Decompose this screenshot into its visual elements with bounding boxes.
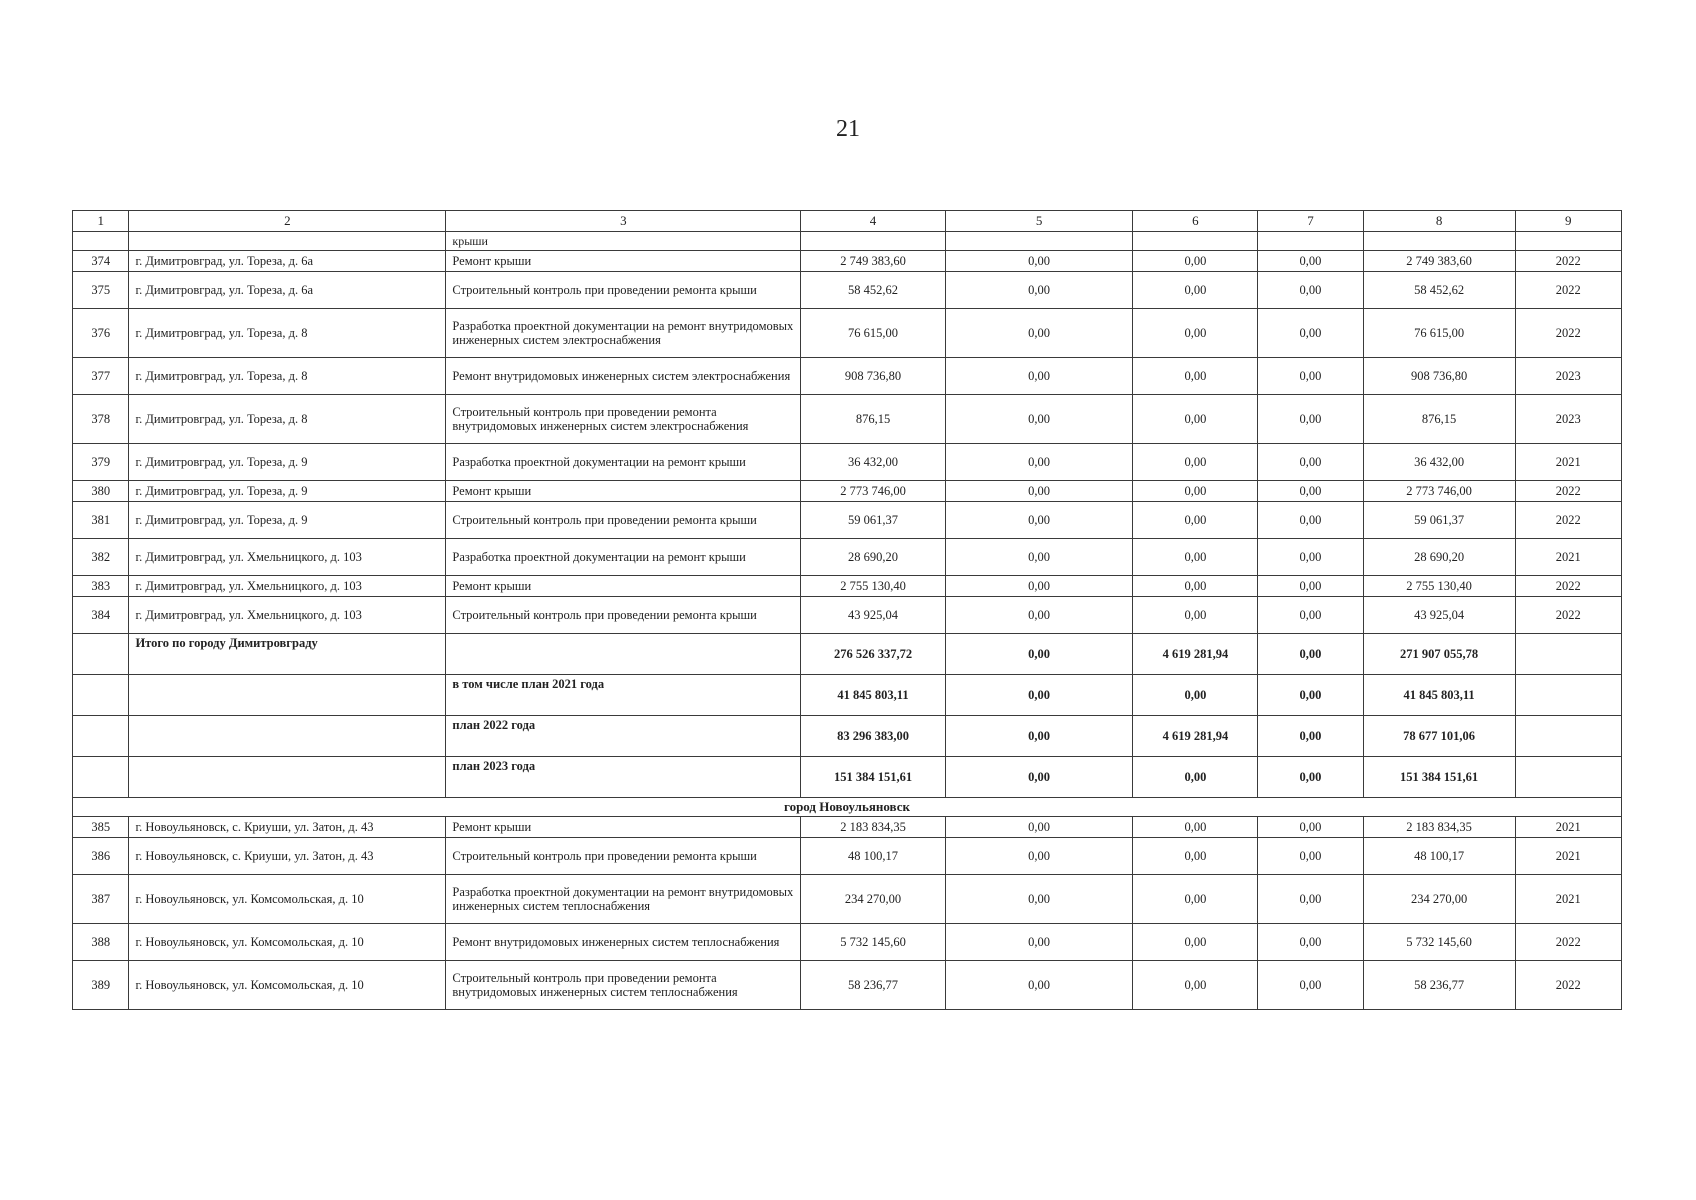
row-number: 381	[73, 502, 129, 539]
plan-year: 2022	[1515, 961, 1621, 1010]
owners-amount: 908 736,80	[1363, 358, 1515, 395]
owners-amount: 76 615,00	[1363, 309, 1515, 358]
totals-year-cell	[1515, 675, 1621, 716]
owners-amount: 59 061,37	[1363, 502, 1515, 539]
owners-amount: 5 732 145,60	[1363, 924, 1515, 961]
section-title: город Новоульяновск	[73, 798, 1622, 817]
column-header-2: 2	[129, 211, 446, 232]
fund-amount: 0,00	[945, 502, 1133, 539]
totals-label: в том числе план 2021 года	[446, 675, 801, 716]
row-number: 375	[73, 272, 129, 309]
local-amount: 0,00	[1258, 838, 1363, 875]
row-number: 374	[73, 251, 129, 272]
table-row	[73, 576, 1622, 597]
fund-amount: 0,00	[945, 539, 1133, 576]
house-address: г. Димитровград, ул. Тореза, д. 8	[129, 309, 446, 358]
local-amount: 0,00	[1258, 576, 1363, 597]
totals-num-cell	[73, 716, 129, 757]
fund-amount: 0,00	[945, 817, 1133, 838]
total-cost: 59 061,37	[801, 502, 945, 539]
house-address: г. Новоульяновск, ул. Комсомольская, д. 10	[129, 961, 446, 1010]
column-header-8: 8	[1363, 211, 1515, 232]
totals-budget-amount: 0,00	[1133, 757, 1258, 798]
owners-amount: 48 100,17	[1363, 838, 1515, 875]
column-header-5: 5	[945, 211, 1133, 232]
work-type: Строительный контроль при проведении ремонта внутридомовых инженерных систем теплоснабжения	[446, 961, 801, 1010]
total-cost: 28 690,20	[801, 539, 945, 576]
fund-amount: 0,00	[945, 838, 1133, 875]
work-type: Строительный контроль при проведении ремонта крыши	[446, 597, 801, 634]
continuation-empty-cell	[1363, 232, 1515, 251]
budget-amount: 0,00	[1133, 502, 1258, 539]
budget-amount: 0,00	[1133, 597, 1258, 634]
local-amount: 0,00	[1258, 539, 1363, 576]
total-cost: 2 755 130,40	[801, 576, 945, 597]
continuation-text: крыши	[446, 232, 801, 251]
total-cost: 43 925,04	[801, 597, 945, 634]
table-row	[73, 251, 1622, 272]
continuation-num-cell	[73, 232, 129, 251]
totals-owners-amount: 41 845 803,11	[1363, 675, 1515, 716]
repair-plan-table	[72, 210, 1622, 1010]
table-row	[73, 539, 1622, 576]
table-row	[73, 924, 1622, 961]
row-number: 378	[73, 395, 129, 444]
totals-row	[73, 634, 1622, 675]
plan-year: 2022	[1515, 309, 1621, 358]
work-type: Разработка проектной документации на ремонт внутридомовых инженерных систем электроснабжения	[446, 309, 801, 358]
owners-amount: 2 749 383,60	[1363, 251, 1515, 272]
house-address: г. Димитровград, ул. Хмельницкого, д. 103	[129, 597, 446, 634]
total-cost: 2 773 746,00	[801, 481, 945, 502]
work-type: Ремонт крыши	[446, 576, 801, 597]
budget-amount: 0,00	[1133, 309, 1258, 358]
totals-budget-amount: 4 619 281,94	[1133, 634, 1258, 675]
totals-label: план 2022 года	[446, 716, 801, 757]
total-cost: 234 270,00	[801, 875, 945, 924]
owners-amount: 2 755 130,40	[1363, 576, 1515, 597]
column-header-1: 1	[73, 211, 129, 232]
column-header-3: 3	[446, 211, 801, 232]
plan-year: 2022	[1515, 251, 1621, 272]
total-cost: 58 236,77	[801, 961, 945, 1010]
budget-amount: 0,00	[1133, 961, 1258, 1010]
plan-year: 2021	[1515, 539, 1621, 576]
totals-num-cell	[73, 757, 129, 798]
table-row	[73, 444, 1622, 481]
work-type: Разработка проектной документации на ремонт крыши	[446, 444, 801, 481]
local-amount: 0,00	[1258, 309, 1363, 358]
plan-year: 2022	[1515, 576, 1621, 597]
house-address: г. Димитровград, ул. Тореза, д. 6а	[129, 272, 446, 309]
total-cost: 5 732 145,60	[801, 924, 945, 961]
totals-budget-amount: 4 619 281,94	[1133, 716, 1258, 757]
work-type: Ремонт внутридомовых инженерных систем теплоснабжения	[446, 924, 801, 961]
continuation-empty-cell	[945, 232, 1133, 251]
total-cost: 2 749 383,60	[801, 251, 945, 272]
fund-amount: 0,00	[945, 576, 1133, 597]
budget-amount: 0,00	[1133, 838, 1258, 875]
house-address: г. Димитровград, ул. Хмельницкого, д. 103	[129, 576, 446, 597]
row-number: 376	[73, 309, 129, 358]
work-type: Ремонт крыши	[446, 817, 801, 838]
table-row	[73, 309, 1622, 358]
local-amount: 0,00	[1258, 502, 1363, 539]
page-number: 21	[836, 116, 860, 142]
continuation-empty-cell	[1515, 232, 1621, 251]
continuation-empty-cell	[801, 232, 945, 251]
row-number: 386	[73, 838, 129, 875]
totals-num-cell	[73, 634, 129, 675]
plan-year: 2021	[1515, 444, 1621, 481]
plan-year: 2022	[1515, 481, 1621, 502]
budget-amount: 0,00	[1133, 251, 1258, 272]
totals-empty-cell	[446, 634, 801, 675]
owners-amount: 58 452,62	[1363, 272, 1515, 309]
fund-amount: 0,00	[945, 395, 1133, 444]
table-row	[73, 875, 1622, 924]
totals-fund-amount: 0,00	[945, 634, 1133, 675]
totals-num-cell	[73, 675, 129, 716]
totals-total-cost: 151 384 151,61	[801, 757, 945, 798]
local-amount: 0,00	[1258, 961, 1363, 1010]
owners-amount: 43 925,04	[1363, 597, 1515, 634]
fund-amount: 0,00	[945, 358, 1133, 395]
fund-amount: 0,00	[945, 875, 1133, 924]
budget-amount: 0,00	[1133, 875, 1258, 924]
row-number: 389	[73, 961, 129, 1010]
totals-total-cost: 41 845 803,11	[801, 675, 945, 716]
total-cost: 76 615,00	[801, 309, 945, 358]
plan-year: 2022	[1515, 272, 1621, 309]
totals-year-cell	[1515, 757, 1621, 798]
totals-label: Итого по городу Димитровграду	[129, 634, 446, 675]
totals-year-cell	[1515, 634, 1621, 675]
column-header-4: 4	[801, 211, 945, 232]
work-type: Ремонт крыши	[446, 481, 801, 502]
row-number: 385	[73, 817, 129, 838]
plan-year: 2022	[1515, 924, 1621, 961]
house-address: г. Новоульяновск, с. Криуши, ул. Затон, д. 43	[129, 817, 446, 838]
house-address: г. Димитровград, ул. Хмельницкого, д. 103	[129, 539, 446, 576]
fund-amount: 0,00	[945, 961, 1133, 1010]
owners-amount: 876,15	[1363, 395, 1515, 444]
totals-row	[73, 757, 1622, 798]
row-number: 377	[73, 358, 129, 395]
work-type: Ремонт крыши	[446, 251, 801, 272]
total-cost: 876,15	[801, 395, 945, 444]
continuation-empty-cell	[1258, 232, 1363, 251]
totals-empty-cell	[129, 675, 446, 716]
total-cost: 908 736,80	[801, 358, 945, 395]
totals-local-amount: 0,00	[1258, 716, 1363, 757]
table-row	[73, 481, 1622, 502]
house-address: г. Новоульяновск, ул. Комсомольская, д. 10	[129, 875, 446, 924]
table-row	[73, 597, 1622, 634]
owners-amount: 58 236,77	[1363, 961, 1515, 1010]
work-type: Строительный контроль при проведении ремонта крыши	[446, 502, 801, 539]
plan-year: 2022	[1515, 502, 1621, 539]
fund-amount: 0,00	[945, 924, 1133, 961]
totals-empty-cell	[129, 757, 446, 798]
work-type: Ремонт внутридомовых инженерных систем электроснабжения	[446, 358, 801, 395]
local-amount: 0,00	[1258, 251, 1363, 272]
budget-amount: 0,00	[1133, 444, 1258, 481]
fund-amount: 0,00	[945, 309, 1133, 358]
total-cost: 36 432,00	[801, 444, 945, 481]
row-number: 384	[73, 597, 129, 634]
local-amount: 0,00	[1258, 358, 1363, 395]
table-row	[73, 358, 1622, 395]
house-address: г. Новоульяновск, ул. Комсомольская, д. 10	[129, 924, 446, 961]
fund-amount: 0,00	[945, 251, 1133, 272]
house-address: г. Димитровград, ул. Тореза, д. 6а	[129, 251, 446, 272]
total-cost: 48 100,17	[801, 838, 945, 875]
plan-year: 2023	[1515, 358, 1621, 395]
house-address: г. Димитровград, ул. Тореза, д. 9	[129, 502, 446, 539]
row-number: 383	[73, 576, 129, 597]
local-amount: 0,00	[1258, 395, 1363, 444]
local-amount: 0,00	[1258, 875, 1363, 924]
local-amount: 0,00	[1258, 272, 1363, 309]
continuation-address-cell	[129, 232, 446, 251]
totals-empty-cell	[129, 716, 446, 757]
house-address: г. Димитровград, ул. Тореза, д. 9	[129, 444, 446, 481]
table-row	[73, 838, 1622, 875]
section-row	[73, 798, 1622, 817]
owners-amount: 2 773 746,00	[1363, 481, 1515, 502]
table-row	[73, 272, 1622, 309]
totals-total-cost: 276 526 337,72	[801, 634, 945, 675]
budget-amount: 0,00	[1133, 924, 1258, 961]
total-cost: 2 183 834,35	[801, 817, 945, 838]
budget-amount: 0,00	[1133, 272, 1258, 309]
continuation-row	[73, 232, 1622, 251]
totals-label: план 2023 года	[446, 757, 801, 798]
local-amount: 0,00	[1258, 444, 1363, 481]
table-row	[73, 395, 1622, 444]
plan-year: 2022	[1515, 597, 1621, 634]
house-address: г. Димитровград, ул. Тореза, д. 8	[129, 358, 446, 395]
row-number: 380	[73, 481, 129, 502]
totals-row	[73, 716, 1622, 757]
work-type: Строительный контроль при проведении ремонта внутридомовых инженерных систем электроснабжения	[446, 395, 801, 444]
totals-fund-amount: 0,00	[945, 675, 1133, 716]
totals-budget-amount: 0,00	[1133, 675, 1258, 716]
local-amount: 0,00	[1258, 597, 1363, 634]
house-address: г. Новоульяновск, с. Криуши, ул. Затон, д. 43	[129, 838, 446, 875]
owners-amount: 36 432,00	[1363, 444, 1515, 481]
totals-owners-amount: 78 677 101,06	[1363, 716, 1515, 757]
totals-total-cost: 83 296 383,00	[801, 716, 945, 757]
work-type: Строительный контроль при проведении ремонта крыши	[446, 272, 801, 309]
budget-amount: 0,00	[1133, 481, 1258, 502]
owners-amount: 234 270,00	[1363, 875, 1515, 924]
row-number: 379	[73, 444, 129, 481]
work-type: Строительный контроль при проведении ремонта крыши	[446, 838, 801, 875]
totals-fund-amount: 0,00	[945, 757, 1133, 798]
budget-amount: 0,00	[1133, 395, 1258, 444]
house-address: г. Димитровград, ул. Тореза, д. 8	[129, 395, 446, 444]
owners-amount: 2 183 834,35	[1363, 817, 1515, 838]
fund-amount: 0,00	[945, 444, 1133, 481]
budget-amount: 0,00	[1133, 358, 1258, 395]
budget-amount: 0,00	[1133, 539, 1258, 576]
budget-amount: 0,00	[1133, 576, 1258, 597]
totals-owners-amount: 151 384 151,61	[1363, 757, 1515, 798]
fund-amount: 0,00	[945, 481, 1133, 502]
owners-amount: 28 690,20	[1363, 539, 1515, 576]
plan-year: 2021	[1515, 838, 1621, 875]
plan-year: 2023	[1515, 395, 1621, 444]
totals-row	[73, 675, 1622, 716]
column-header-6: 6	[1133, 211, 1258, 232]
work-type: Разработка проектной документации на ремонт внутридомовых инженерных систем теплоснабжения	[446, 875, 801, 924]
plan-year: 2021	[1515, 817, 1621, 838]
row-number: 388	[73, 924, 129, 961]
totals-fund-amount: 0,00	[945, 716, 1133, 757]
local-amount: 0,00	[1258, 481, 1363, 502]
totals-year-cell	[1515, 716, 1621, 757]
fund-amount: 0,00	[945, 272, 1133, 309]
total-cost: 58 452,62	[801, 272, 945, 309]
row-number: 387	[73, 875, 129, 924]
plan-year: 2021	[1515, 875, 1621, 924]
row-number: 382	[73, 539, 129, 576]
table-row	[73, 817, 1622, 838]
continuation-empty-cell	[1133, 232, 1258, 251]
column-header-7: 7	[1258, 211, 1363, 232]
totals-local-amount: 0,00	[1258, 634, 1363, 675]
table-row	[73, 961, 1622, 1010]
budget-amount: 0,00	[1133, 817, 1258, 838]
fund-amount: 0,00	[945, 597, 1133, 634]
local-amount: 0,00	[1258, 817, 1363, 838]
table-row	[73, 502, 1622, 539]
work-type: Разработка проектной документации на ремонт крыши	[446, 539, 801, 576]
column-header-9: 9	[1515, 211, 1621, 232]
totals-local-amount: 0,00	[1258, 675, 1363, 716]
column-number-header	[73, 211, 1622, 232]
totals-local-amount: 0,00	[1258, 757, 1363, 798]
totals-owners-amount: 271 907 055,78	[1363, 634, 1515, 675]
local-amount: 0,00	[1258, 924, 1363, 961]
house-address: г. Димитровград, ул. Тореза, д. 9	[129, 481, 446, 502]
